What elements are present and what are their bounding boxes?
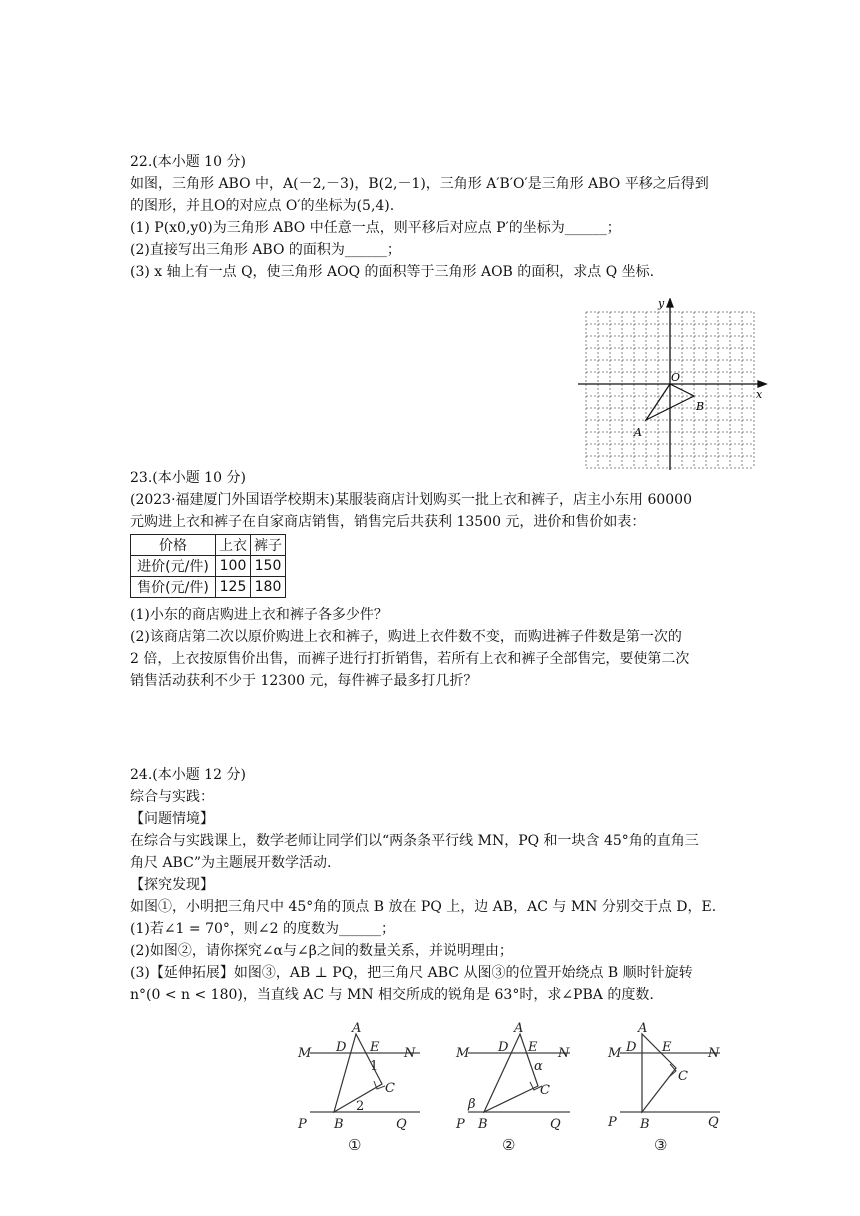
label-c: C (678, 1069, 688, 1084)
figure-3 (607, 1021, 720, 1154)
point-b-label: B (696, 400, 705, 413)
label-a: A (514, 1021, 524, 1036)
label-m: M (456, 1046, 470, 1061)
label-p: P (298, 1117, 307, 1132)
price-table (130, 534, 286, 598)
label-e: E (528, 1040, 538, 1055)
table-header-cell: 上衣 (216, 535, 251, 556)
label-p: P (456, 1117, 465, 1132)
label-a: A (638, 1021, 648, 1036)
origin-label: O (671, 371, 681, 384)
y-axis-arrow-icon (667, 299, 673, 307)
label-d: D (626, 1040, 637, 1055)
table-cell: 售价(元/件) (131, 577, 216, 598)
table-header-row (131, 535, 286, 556)
caption-1: ① (348, 1136, 362, 1154)
question-24 (130, 764, 730, 1006)
q22-line-1: 如图，三角形 ABO 中，A(－2,－3)，B(2,－1)，三角形 A′B′O′是三角形 ABO 平移之后得到 (130, 176, 709, 192)
q23-header: 23.(本小题 10 分) (130, 470, 246, 486)
q24-line-4: 角尺 ABC”为主题展开数学活动. (130, 855, 332, 871)
figure-1 (297, 1021, 420, 1154)
q24-line-9: (3)【延伸拓展】如图③，AB ⊥ PQ，把三角尺 ABC 从图③的位置开始绕点 B 顺时针旋转 (130, 965, 693, 981)
label-b: B (478, 1117, 488, 1132)
q24-line-2: 【问题情境】 (130, 811, 214, 827)
q23-line-2: 元购进上衣和裤子在自家商店销售，销售完后共获利 13500 元，进价和售价如表： (130, 514, 646, 530)
label-m: M (608, 1046, 622, 1061)
label-b: B (640, 1117, 650, 1132)
table-row (131, 556, 286, 577)
label-d: D (498, 1040, 509, 1055)
label-q: Q (550, 1117, 561, 1132)
caption-2: ② (502, 1136, 516, 1154)
q24-line-1: 综合与实践： (130, 789, 214, 805)
table-cell: 100 (216, 556, 251, 577)
q23-line-1: (2023·福建厦门外国语学校期末)某服装商店计划购买一批上衣和裤子，店主小东用 60000 (130, 492, 692, 508)
label-e: E (662, 1040, 672, 1055)
x-axis-arrow-icon (758, 381, 766, 387)
table-row (131, 577, 286, 598)
q23-line-3: (1)小东的商店购进上衣和裤子各多少件？ (130, 607, 388, 623)
label-p: P (608, 1115, 617, 1130)
angle-1-label: 1 (370, 1059, 379, 1074)
label-c: C (385, 1081, 395, 1096)
q22-line-5: (3) x 轴上有一点 Q，使三角形 AOQ 的面积等于三角形 AOB 的面积，求点 Q 坐标. (130, 264, 655, 280)
label-n: N (558, 1046, 570, 1061)
q24-line-8: (2)如图②，请你探究∠α与∠β之间的数量关系，并说明理由； (130, 943, 513, 959)
figure-2 (455, 1021, 570, 1154)
x-axis-label: x (756, 388, 763, 401)
label-d: D (336, 1040, 347, 1055)
caption-3: ③ (654, 1136, 668, 1154)
table-header-cell: 价格 (131, 535, 216, 556)
table-cell: 125 (216, 577, 251, 598)
question-22 (130, 151, 730, 283)
q23-line-6: 销售活动获利不少于 12300 元，每件裤子最多打几折？ (130, 673, 478, 689)
q22-header: 22.(本小题 10 分) (130, 154, 246, 170)
q24-header: 24.(本小题 12 分) (130, 767, 246, 783)
label-q: Q (396, 1117, 407, 1132)
q24-figures (290, 1020, 730, 1160)
q24-line-7: (1)若∠1 = 70°，则∠2 的度数为______； (130, 921, 396, 937)
label-n: N (708, 1046, 720, 1061)
angle-alpha-label: α (534, 1059, 543, 1074)
q24-line-10: n°(0 < n < 180)，当直线 AC 与 MN 相交所成的锐角是 63°时，求∠PBA 的度数. (130, 987, 654, 1003)
q24-line-5: 【探究发现】 (130, 877, 214, 893)
label-q: Q (708, 1115, 719, 1130)
q22-line-4: (2)直接写出三角形 ABO 的面积为______； (130, 242, 401, 258)
table-cell: 180 (251, 577, 286, 598)
q22-line-3: (1) P(x0,y0)为三角形 ABO 中任意一点，则平移后对应点 P′的坐标为______； (130, 220, 621, 236)
point-a-label: A (634, 426, 642, 439)
table-cell: 150 (251, 556, 286, 577)
label-a: A (352, 1021, 362, 1036)
table-cell: 进价(元/件) (131, 556, 216, 577)
label-m: M (298, 1046, 312, 1061)
question-23-parts (130, 604, 730, 692)
label-c: C (540, 1083, 550, 1098)
angle-2-label: 2 (356, 1099, 365, 1114)
label-e: E (370, 1040, 380, 1055)
label-n: N (404, 1046, 416, 1061)
q24-line-6: 如图①，小明把三角尺中 45°角的顶点 B 放在 PQ 上，边 AB，AC 与 MN 分别交于点 D，E. (130, 899, 717, 915)
angle-beta-label: β (468, 1097, 476, 1112)
q23-line-4: (2)该商店第二次以原价购进上衣和裤子，购进上衣件数不变，而购进裤子件数是第一次的 (130, 629, 682, 645)
q23-line-5: 2 倍，上衣按原售价出售，而裤子进行打折销售，若所有上衣和裤子全部售完，要使第二次 (130, 651, 690, 667)
y-axis-label: y (658, 298, 665, 310)
label-b: B (334, 1117, 344, 1132)
q22-coordinate-figure (578, 298, 770, 470)
q22-line-2: 的图形，并且O的对应点 O′的坐标为(5,4). (130, 198, 395, 214)
table-header-cell: 裤子 (251, 535, 286, 556)
question-23 (130, 467, 730, 533)
q24-line-3: 在综合与实践课上，数学老师让同学们以“两条条平行线 MN，PQ 和一块含 45°角的直角三 (130, 833, 699, 849)
